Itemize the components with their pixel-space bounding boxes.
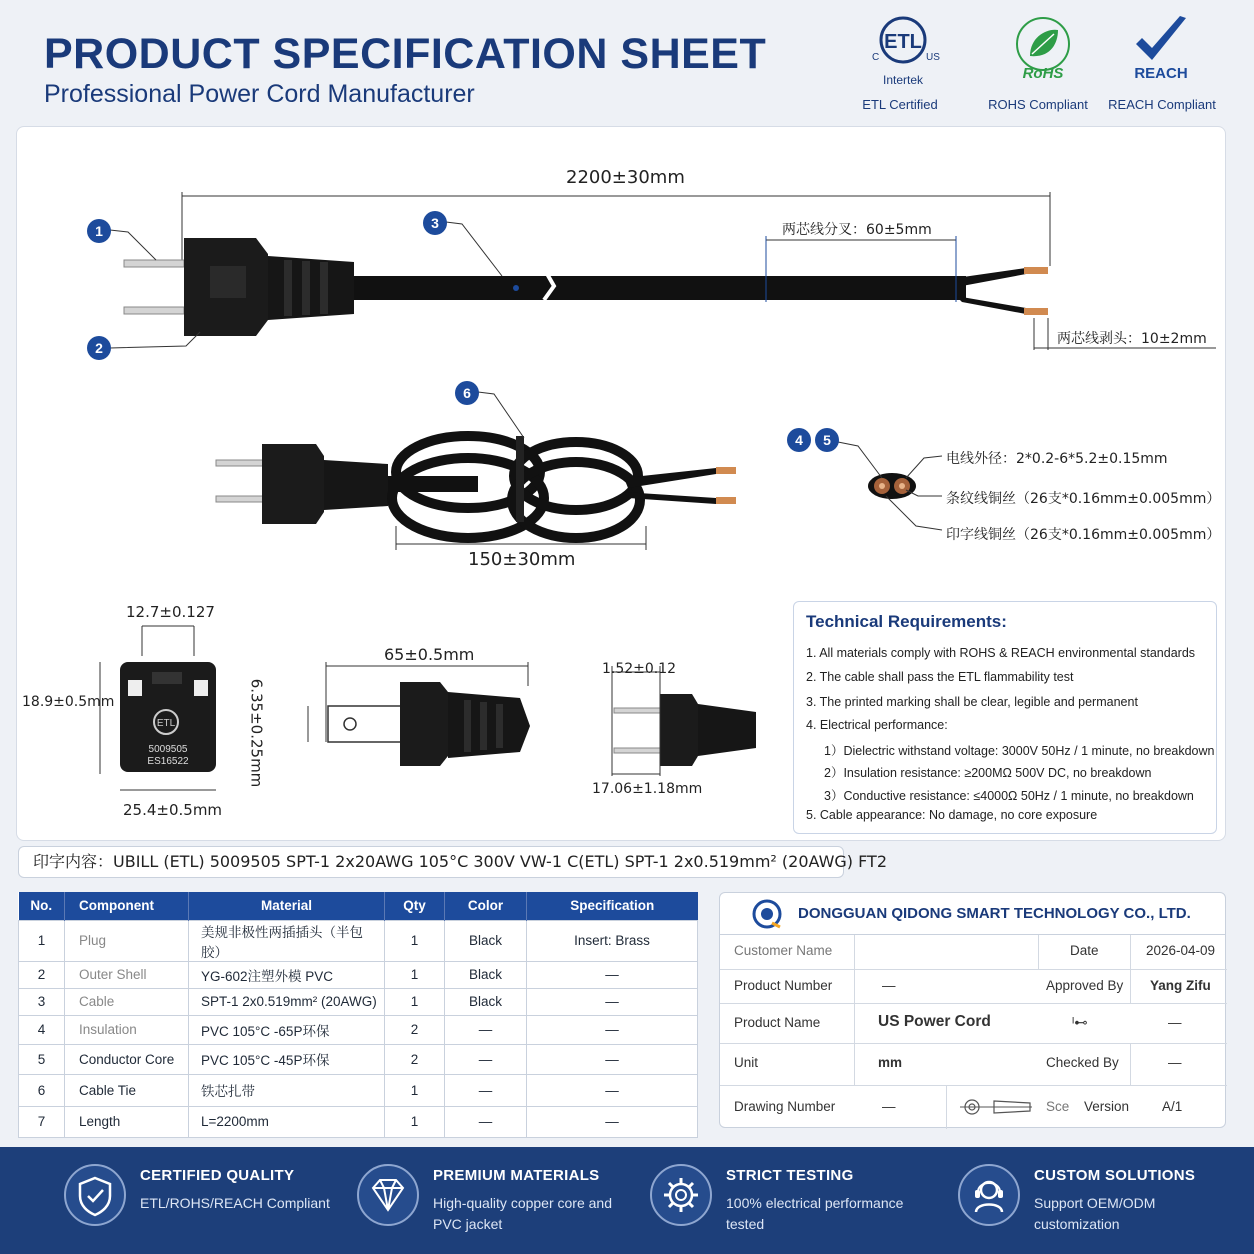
feature-desc: ETL/ROHS/REACH Compliant bbox=[140, 1195, 330, 1211]
svg-text:RoHS: RoHS bbox=[1022, 65, 1064, 82]
page-subtitle: Professional Power Cord Manufacturer bbox=[44, 80, 475, 108]
col-component: Component bbox=[65, 892, 189, 920]
unit-value: mm bbox=[878, 1055, 903, 1070]
bom-component: Insulation bbox=[65, 1015, 189, 1044]
bom-color: Black bbox=[445, 920, 527, 961]
product-name-label: Product Name bbox=[734, 1015, 821, 1030]
reach-compliant-label: REACH Compliant bbox=[1108, 97, 1216, 112]
svg-text:ETL: ETL bbox=[156, 718, 176, 729]
bom-color: — bbox=[445, 1015, 527, 1044]
tech-item: 2. The cable shall pass the ETL flammability test bbox=[806, 670, 1074, 684]
date-value: 2026-04-09 bbox=[1146, 943, 1216, 958]
tech-item: 1. All materials comply with ROHS & REACH environmental standards bbox=[806, 646, 1196, 660]
unit-label: Unit bbox=[734, 1055, 759, 1070]
bom-color: Black bbox=[445, 988, 527, 1015]
checked-by-label: Checked By bbox=[1046, 1055, 1119, 1070]
printed-copper-note: 印字线铜丝（26支*0.16mm±0.005mm） bbox=[946, 527, 1221, 543]
bom-component: Plug bbox=[65, 920, 189, 961]
feature-title: CERTIFIED QUALITY bbox=[140, 1167, 295, 1184]
bom-spec: — bbox=[527, 1044, 698, 1074]
bom-material: YG-602注塑外模 PVC bbox=[189, 961, 385, 988]
product-name-value: US Power Cord bbox=[878, 1013, 991, 1030]
approval-extra: — bbox=[1168, 1015, 1182, 1030]
bom-no: 3 bbox=[19, 988, 65, 1015]
bom-material: 铁芯扎带 bbox=[189, 1074, 385, 1106]
bom-material: PVC 105°C -45P环保 bbox=[189, 1044, 385, 1074]
approved-by-label: Approved By bbox=[1046, 978, 1124, 993]
bom-material: PVC 105°C -65P环保 bbox=[189, 1015, 385, 1044]
blade-thickness-dim: 1.52±0.12 bbox=[602, 661, 677, 677]
bom-component: Cable Tie bbox=[65, 1074, 189, 1106]
col-material: Material bbox=[189, 892, 385, 920]
company-name: DONGGUAN QIDONG SMART TECHNOLOGY CO., LTD. bbox=[798, 905, 1191, 922]
rohs-compliant-label: ROHS Compliant bbox=[988, 97, 1088, 112]
callout-badge-2: 2 bbox=[87, 336, 111, 360]
feature-desc: Support OEM/ODM customization bbox=[1034, 1195, 1156, 1232]
bom-spec: — bbox=[527, 961, 698, 988]
strip-length-dim: 两芯线剥头：10±2mm bbox=[1057, 331, 1207, 347]
checked-by-value: — bbox=[1168, 1055, 1182, 1070]
title-block bbox=[719, 892, 1226, 1128]
table-row bbox=[19, 1044, 698, 1074]
callout-badge-5: 5 bbox=[815, 428, 839, 452]
col-color: Color bbox=[445, 892, 527, 920]
gear-icon bbox=[650, 1164, 712, 1226]
blade-spacing-dim: 17.06±1.18mm bbox=[592, 781, 703, 797]
svg-text:C: C bbox=[872, 52, 880, 63]
table-row bbox=[19, 961, 698, 988]
bom-qty: 1 bbox=[385, 961, 445, 988]
bom-material: L=2200mm bbox=[189, 1106, 385, 1137]
title-block-header bbox=[720, 893, 1225, 935]
plug-face-top-dim: 12.7±0.127 bbox=[126, 603, 215, 621]
col-no: No. bbox=[19, 892, 65, 920]
bom-no: 1 bbox=[19, 920, 65, 961]
feature-desc: High-quality copper core and PVC jacket bbox=[433, 1195, 612, 1232]
shield-check-icon bbox=[64, 1164, 126, 1226]
feature-footer bbox=[0, 1147, 1254, 1254]
bom-component: Outer Shell bbox=[65, 961, 189, 988]
etl-certified-label: ETL Certified bbox=[862, 97, 938, 112]
bom-color: Black bbox=[445, 961, 527, 988]
bom-no: 5 bbox=[19, 1044, 65, 1074]
tech-subitem: 3）Conductive resistance: ≤4000Ω 50Hz / 1 minute, no breakdown bbox=[824, 789, 1194, 803]
bom-qty: 2 bbox=[385, 1015, 445, 1044]
support-agent-icon bbox=[958, 1164, 1020, 1226]
feature-desc: 100% electrical performance tested bbox=[726, 1195, 904, 1232]
bom-color: — bbox=[445, 1074, 527, 1106]
bom-spec: — bbox=[527, 1015, 698, 1044]
col-qty: Qty bbox=[385, 892, 445, 920]
callout-badge-6: 6 bbox=[455, 381, 479, 405]
bom-spec: — bbox=[527, 988, 698, 1015]
bom-spec: — bbox=[527, 1106, 698, 1137]
col-specification: Specification bbox=[527, 892, 698, 920]
bom-component: Conductor Core bbox=[65, 1044, 189, 1074]
coil-width-dim: 150±30mm bbox=[468, 549, 576, 570]
tech-item: 5. Cable appearance: No damage, no core exposure bbox=[806, 808, 1098, 822]
drawing-number-value: — bbox=[882, 1099, 896, 1114]
bom-spec: — bbox=[527, 1074, 698, 1106]
tech-heading: Technical Requirements: bbox=[806, 612, 1007, 631]
customer-name-label: Customer Name bbox=[734, 943, 833, 958]
bom-qty: 1 bbox=[385, 1106, 445, 1137]
striped-copper-note: 条纹线铜丝（26支*0.16mm±0.005mm） bbox=[946, 491, 1221, 507]
cable-od-note: 电线外径：2*0.2-6*5.2±0.15mm bbox=[946, 451, 1168, 467]
company-logo-icon bbox=[750, 899, 784, 929]
bom-qty: 1 bbox=[385, 920, 445, 961]
tech-requirements-box bbox=[793, 601, 1217, 834]
bom-no: 6 bbox=[19, 1074, 65, 1106]
svg-text:US: US bbox=[926, 52, 940, 63]
svg-text:5009505: 5009505 bbox=[148, 744, 188, 755]
plug-face-height-dim: 18.9±0.5mm bbox=[22, 694, 115, 710]
bom-no: 4 bbox=[19, 1015, 65, 1044]
version-value: A/1 bbox=[1162, 1099, 1183, 1114]
bom-material: SPT-1 2x0.519mm² (20AWG) bbox=[189, 988, 385, 1015]
callout-badge-3: 3 bbox=[423, 211, 447, 235]
bom-color: — bbox=[445, 1106, 527, 1137]
bom-material: 美规非极性两插插头（半包胶） bbox=[189, 920, 385, 961]
svg-text:ETL: ETL bbox=[884, 31, 922, 53]
approved-by-value: Yang Zifu bbox=[1150, 978, 1211, 993]
tech-item: 4. Electrical performance: bbox=[806, 718, 948, 732]
svg-text:REACH: REACH bbox=[1134, 65, 1188, 82]
plug-length-dim: 65±0.5mm bbox=[384, 645, 475, 664]
tech-subitem: 2）Insulation resistance: ≥200MΩ 500V DC, no breakdown bbox=[824, 766, 1152, 780]
bom-qty: 1 bbox=[385, 988, 445, 1015]
bom-header-row bbox=[19, 892, 698, 920]
bom-spec: Insert: Brass bbox=[527, 920, 698, 961]
tech-subitem: 1）Dielectric withstand voltage: 3000V 50Hz / 1 minute, no breakdown bbox=[824, 744, 1215, 758]
table-row bbox=[19, 920, 698, 961]
table-row bbox=[19, 988, 698, 1015]
callout-badge-4: 4 bbox=[787, 428, 811, 452]
table-row bbox=[19, 1074, 698, 1106]
bom-component: Cable bbox=[65, 988, 189, 1015]
bom-component: Length bbox=[65, 1106, 189, 1137]
bom-no: 7 bbox=[19, 1106, 65, 1137]
split-length-dim: 两芯线分叉：60±5mm bbox=[782, 222, 932, 238]
tech-item: 3. The printed marking shall be clear, legible and permanent bbox=[806, 695, 1138, 709]
bom-color: — bbox=[445, 1044, 527, 1074]
rohs-leaf-icon bbox=[1008, 14, 1078, 84]
svg-text:Intertek: Intertek bbox=[882, 73, 924, 87]
bom-qty: 1 bbox=[385, 1074, 445, 1106]
diamond-icon bbox=[357, 1164, 419, 1226]
product-number-value: — bbox=[882, 978, 896, 993]
plug-face-width-dim: 25.4±0.5mm bbox=[123, 801, 223, 819]
approval-signature: ᴵ⊷ bbox=[1072, 1015, 1088, 1030]
projection-symbol-icon bbox=[960, 1097, 1034, 1117]
total-length-dim: 2200±30mm bbox=[566, 167, 685, 188]
version-label: Version bbox=[1084, 1099, 1130, 1114]
marking-content: 印字内容：UBILL (ETL) 5009505 SPT-1 2x20AWG 105°C 300V VW-1 C(ETL) SPT-1 2x0.519mm² (20AWG) FT2 bbox=[18, 846, 844, 878]
table-row bbox=[19, 1106, 698, 1137]
feature-title: CUSTOM SOLUTIONS bbox=[1034, 1167, 1196, 1184]
table-row bbox=[19, 1015, 698, 1044]
etl-logo-icon bbox=[866, 14, 942, 90]
blade-width-dim: 6.35±0.25mm bbox=[247, 678, 266, 788]
callout-badge-1: 1 bbox=[87, 219, 111, 243]
feature-title: PREMIUM MATERIALS bbox=[433, 1167, 600, 1184]
date-label: Date bbox=[1070, 943, 1099, 958]
svg-text:ES16522: ES16522 bbox=[147, 756, 189, 767]
bom-qty: 2 bbox=[385, 1044, 445, 1074]
feature-title: STRICT TESTING bbox=[726, 1167, 854, 1184]
drawing-number-label: Drawing Number bbox=[734, 1099, 836, 1114]
bom-no: 2 bbox=[19, 961, 65, 988]
page-title: PRODUCT SPECIFICATION SHEET bbox=[44, 30, 767, 78]
bom-table bbox=[18, 892, 698, 1138]
scale-label: Sce bbox=[1046, 1099, 1070, 1114]
reach-check-icon bbox=[1128, 14, 1198, 84]
product-number-label: Product Number bbox=[734, 978, 833, 993]
